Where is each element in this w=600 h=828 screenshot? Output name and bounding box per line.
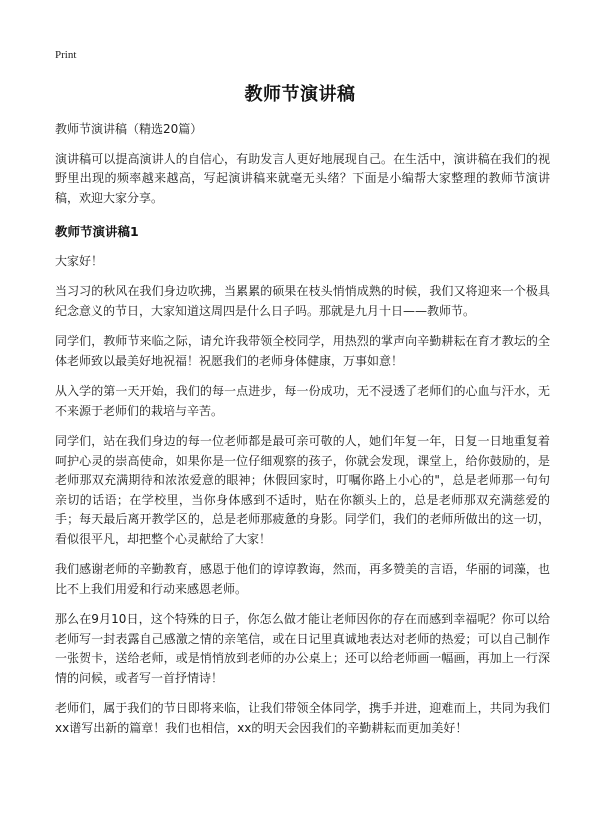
page-title: 教师节演讲稿 xyxy=(244,84,356,105)
body-paragraph: 我们感谢老师的辛勤教育，感恩于他们的谆谆教诲，然而，再多赞美的言语，华丽的词藻，也比不上我们用爱和行动来感恩老师。 xyxy=(55,562,550,596)
body-paragraph: 同学们，站在我们身边的每一位老师都是最可亲可敬的人，她们年复一年，日复一日地重复着呵护心灵的崇高使命，如果你是一位仔细观察的孩子，你就会发现，课堂上，给你鼓励的，是老师那双充满期待和浓浓爱意的眼神；休假回家时，叮嘱你路上小心的"，总是老师那一句句亲切的话语；在学校里，当你身体感到不适时，贴在你额头上的，总是老师那双充满慈爱的手；每天最后离开教学区的，总是老师那疲惫的身影。同学们，我们的老师所做出的这一切，看似很平凡，却把整个心灵献给了大家！ xyxy=(55,434,550,546)
section-heading: 教师节演讲稿1 xyxy=(55,224,139,239)
body-paragraph: 那么在9月10日，这个特殊的日子，你怎么做才能让老师因你的存在而感到幸福呢？你可以给老师写一封表露自己感激之情的亲笔信，或在日记里真诚地表达对老师的热爱；可以自己制作一张贺卡，送给老师，或是悄悄放到老师的办公桌上；还可以给老师画一幅画，再加上一行深情的问候，或者写一首抒情诗！ xyxy=(55,612,550,685)
body-paragraph: 从入学的第一天开始，我们的每一点进步，每一份成功，无不浸透了老师们的心血与汗水，无不来源于老师们的栽培与辛苦。 xyxy=(55,384,550,418)
document-body xyxy=(55,120,550,749)
intro-paragraph: 演讲稿可以提高演讲人的自信心，有助发言人更好地展现自己。在生活中，演讲稿在我们的视野里出现的频率越来越高，写起演讲稿来就毫无头绪？下面是小编帮大家整理的教师节演讲稿，欢迎大家分享。 xyxy=(55,151,550,205)
greeting-paragraph: 大家好！ xyxy=(55,253,104,268)
print-link[interactable]: Print xyxy=(55,49,77,61)
body-paragraph: 同学们，教师节来临之际，请允许我带领全校同学，用热烈的掌声向辛勤耕耘在育才教坛的全体老师致以最美好地祝福！祝愿我们的老师身体健康，万事如意！ xyxy=(55,334,550,368)
body-paragraph: 老师们，属于我们的节日即将来临，让我们带领全体同学，携手并进，迎难而上，共同为我们xx谱写出新的篇章！我们也相信，xx的明天会因我们的辛勤耕耘而更加美好！ xyxy=(55,701,550,735)
document-subtitle: 教师节演讲稿（精选20篇） xyxy=(55,122,203,136)
body-paragraph: 当习习的秋风在我们身边吹拂，当累累的硕果在枝头悄悄成熟的时候，我们又将迎来一个极具纪念意义的节日，大家知道这周四是什么日子吗。那就是九月十日——教师节。 xyxy=(55,284,550,318)
